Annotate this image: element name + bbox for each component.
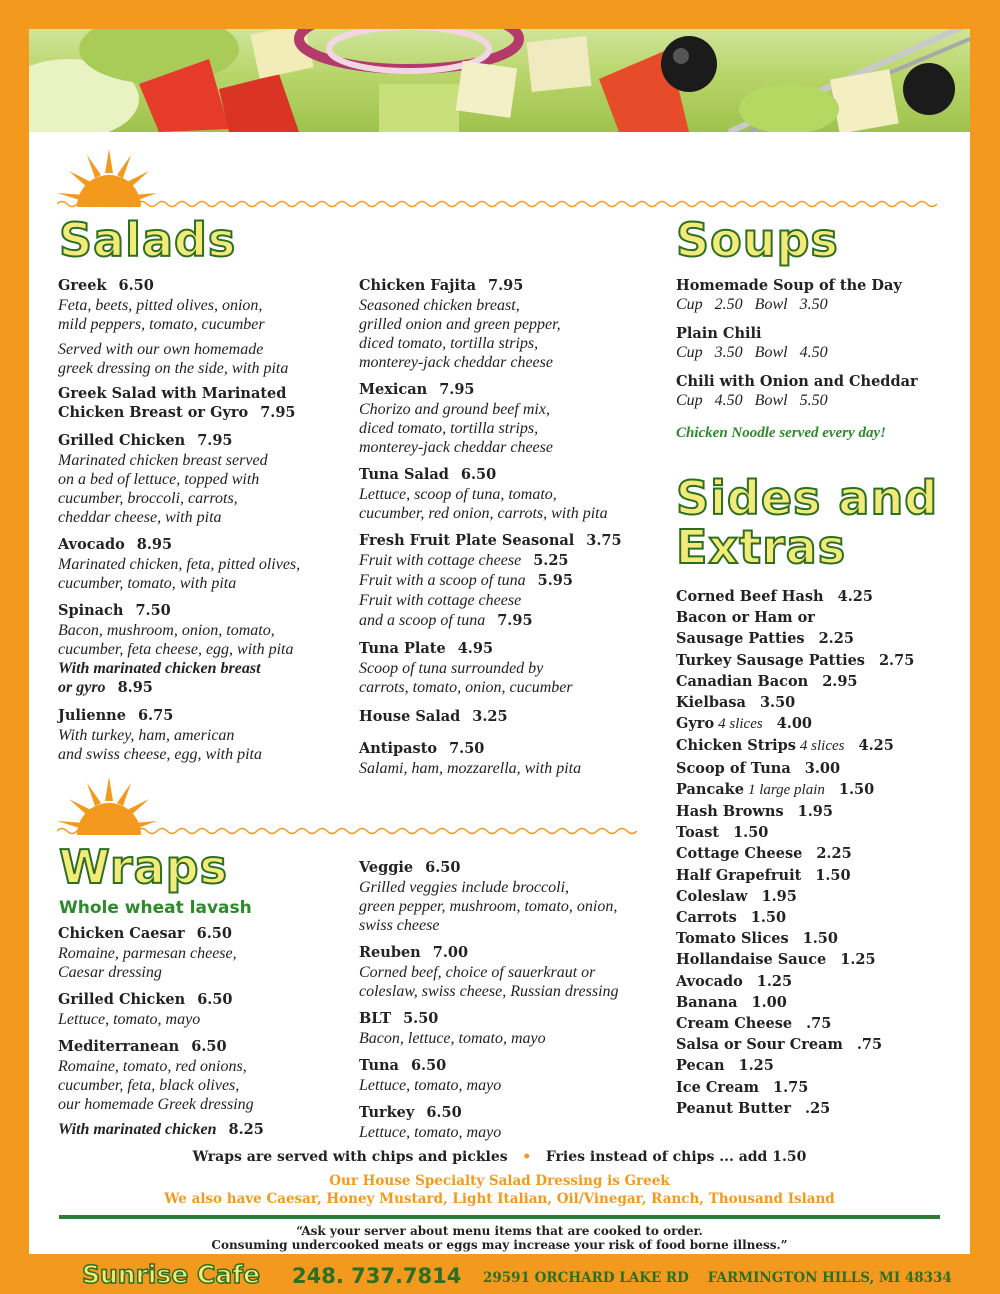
phone-number: 248. 737.7814 xyxy=(292,1264,462,1288)
list-item: Greek Salad with Marinated Chicken Breast or Gyro 7.95 xyxy=(58,385,296,421)
list-item: Plain Chili Cup 3.50 Bowl 4.50 xyxy=(676,325,828,361)
list-item: Spinach 7.50 Bacon, mushroom, onion, tomato, cucumber, feta cheese, egg, with pita With marinated chicken breast or gyro 8.95 xyxy=(58,602,294,696)
list-item: Tuna 6.50 Lettuce, tomato, mayo xyxy=(359,1057,502,1094)
soups-column xyxy=(676,276,956,443)
list-item: Mexican 7.95 Chorizo and ground beef mix, diced tomato, tortilla strips, monterey-jack cheddar cheese xyxy=(359,381,553,456)
side-item: Hash Browns 1.95 xyxy=(676,803,833,821)
sides-list xyxy=(676,586,961,1119)
cafe-logo: Sunrise Cafe xyxy=(82,1260,261,1289)
side-item: Ice Cream 1.75 xyxy=(676,1078,809,1096)
side-item: Carrots 1.50 xyxy=(676,909,787,927)
side-item: Bacon or Ham or xyxy=(676,609,815,627)
sides-title-line1: Sides and xyxy=(676,471,939,525)
side-item: Corned Beef Hash 4.25 xyxy=(676,588,873,605)
side-item: Kielbasa 3.50 xyxy=(676,694,796,712)
side-item: Pancake 1 large plain 1.50 xyxy=(676,780,875,798)
side-item: Pecan 1.25 xyxy=(676,1057,774,1075)
list-item: Julienne 6.75 With turkey, ham, american and swiss cheese, egg, with pita xyxy=(58,707,262,763)
list-item: Fresh Fruit Plate Seasonal 3.75 Fruit with cottage cheese 5.25 Fruit with a scoop of tuna 5.95 Fruit with cottage cheese and a scoop of tuna 7.95 xyxy=(359,532,622,629)
address: 29591 ORCHARD LAKE RD FARMINGTON HILLS, MI 48334 xyxy=(483,1270,952,1286)
list-item: Chicken Fajita 7.95 Seasoned chicken breast, grilled onion and green pepper, diced tomato, tortilla strips, monterey-jack cheddar cheese xyxy=(359,277,561,371)
side-item: Gyro 4 slices 4.00 xyxy=(676,715,813,733)
wavy-divider xyxy=(57,199,942,209)
wraps-column-2 xyxy=(359,858,659,1148)
side-item: Half Grapefruit 1.50 xyxy=(676,866,851,884)
soup-note: Chicken Noodle served every day! xyxy=(676,425,886,441)
list-item: Tuna Plate 4.95 Scoop of tuna surrounded by carrots, tomato, onion, cucumber xyxy=(359,640,573,696)
list-item: Grilled Chicken 6.50 Lettuce, tomato, mayo xyxy=(58,991,233,1028)
wavy-divider xyxy=(57,826,642,836)
list-item: Reuben 7.00 Corned beef, choice of sauerkraut or coleslaw, swiss cheese, Russian dressing xyxy=(359,944,619,1000)
salads-column-2 xyxy=(359,276,649,784)
side-item: Coleslaw 1.95 xyxy=(676,887,797,905)
side-item: Cottage Cheese 2.25 xyxy=(676,845,852,863)
salads-title: Salads xyxy=(59,213,237,267)
list-item: Greek 6.50 Feta, beets, pitted olives, onion, mild peppers, tomato, cucumber Served with our own homemade greek dressing on the side, with pita xyxy=(58,277,289,377)
list-item: Avocado 8.95 Marinated chicken, feta, pitted olives, cucumber, tomato, with pita xyxy=(58,536,301,592)
list-item: Grilled Chicken 7.95 Marinated chicken breast served on a bed of lettuce, topped with cucumber, broccoli, carrots, cheddar cheese, with pita xyxy=(58,432,268,526)
side-item: Scoop of Tuna 3.00 xyxy=(676,759,841,777)
dressing-note-2: We also have Caesar, Honey Mustard, Light Italian, Oil/Vinegar, Ranch, Thousand Island xyxy=(164,1191,835,1207)
side-item: Peanut Butter .25 xyxy=(676,1099,831,1117)
side-item: Banana 1.00 xyxy=(676,993,787,1011)
list-item: Antipasto 7.50 Salami, ham, mozzarella, with pita xyxy=(359,740,582,777)
side-item: Hollandaise Sauce 1.25 xyxy=(676,951,876,969)
list-item: House Salad 3.25 xyxy=(359,708,508,725)
list-item: Homemade Soup of the Day Cup 2.50 Bowl 3.50 xyxy=(676,277,902,313)
side-item: Toast 1.50 xyxy=(676,824,769,842)
dressing-note-1: Our House Specialty Salad Dressing is Greek xyxy=(329,1173,670,1189)
list-item: BLT 5.50 Bacon, lettuce, tomato, mayo xyxy=(359,1010,546,1047)
salads-column-1 xyxy=(58,276,348,770)
side-item: Turkey Sausage Patties 2.75 xyxy=(676,651,915,669)
menu-page xyxy=(29,29,970,1254)
list-item: Chili with Onion and Cheddar Cup 4.50 Bowl 5.50 xyxy=(676,373,918,409)
wraps-title: Wraps xyxy=(59,840,228,894)
wraps-column-1 xyxy=(58,924,348,1146)
list-item: Mediterranean 6.50 Romaine, tomato, red onions, cucumber, feta, black olives, our homemade Greek dressing With marinated chicken 8.25 xyxy=(58,1038,264,1138)
list-item: Chicken Caesar 6.50 Romaine, parmesan cheese, Caesar dressing xyxy=(58,925,237,981)
side-item: Avocado 1.25 xyxy=(676,972,793,990)
wraps-subtitle: Whole wheat lavash xyxy=(59,898,252,918)
list-item: Veggie 6.50 Grilled veggies include broccoli, green pepper, mushroom, tomato, onion, swiss cheese xyxy=(359,859,618,934)
side-item: Canadian Bacon 2.95 xyxy=(676,672,858,690)
list-item: Tuna Salad 6.50 Lettuce, scoop of tuna, tomato, cucumber, red onion, carrots, with pita xyxy=(359,466,608,522)
side-item: Salsa or Sour Cream .75 xyxy=(676,1036,883,1054)
warning-line-1: “Ask your server about menu items that are cooked to order. xyxy=(296,1224,703,1238)
side-item: Cream Cheese .75 xyxy=(676,1015,832,1033)
wraps-note: Wraps are served with chips and pickles • Fries instead of chips ... add 1.50 xyxy=(192,1149,807,1165)
list-item: Turkey 6.50 Lettuce, tomato, mayo xyxy=(359,1104,502,1141)
warning-line-2: Consuming undercooked meats or eggs may increase your risk of food borne illness.” xyxy=(211,1238,788,1252)
salad-banner-image xyxy=(29,29,970,132)
side-item: Tomato Slices 1.50 xyxy=(676,930,838,948)
sides-title-line2: Extras xyxy=(676,520,847,574)
side-item: Sausage Patties 2.25 xyxy=(676,630,854,648)
side-item: Chicken Strips 4 slices 4.25 xyxy=(676,737,894,755)
divider xyxy=(59,1215,940,1219)
soups-title: Soups xyxy=(676,213,839,267)
